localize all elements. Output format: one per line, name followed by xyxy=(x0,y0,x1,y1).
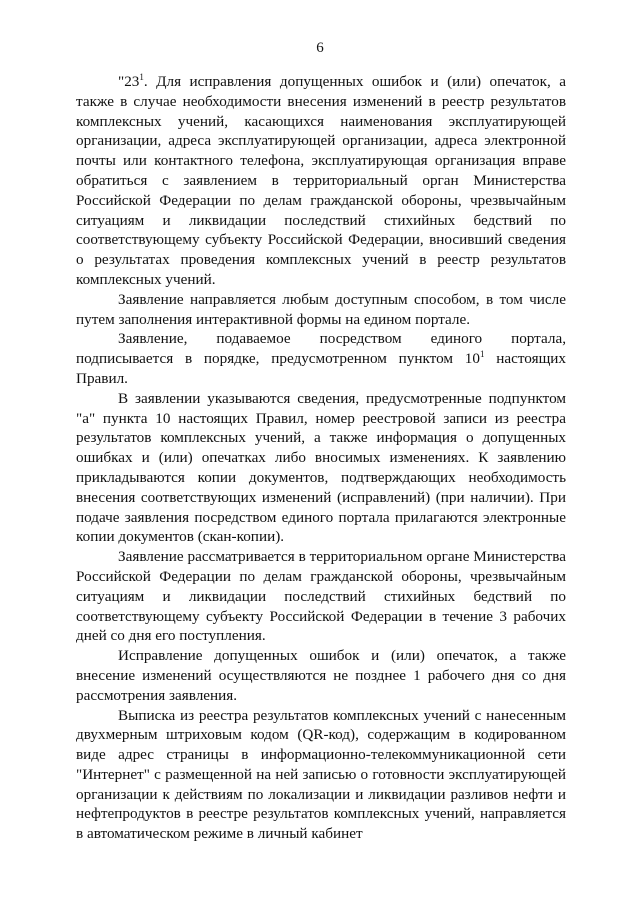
paragraph-text: Заявление рассматривается в территориальном органе Министерства Российской Федерации по делам гражданской обороны, чрезвычайным ситуациям и ликвидации последствий стихийных бедствий по соответствующему субъекту Российской Федерации в течение 3 рабочих дней со дня его поступления. xyxy=(76,548,566,645)
paragraph-text: Выписка из реестра результатов комплексных учений с нанесенным двухмерным штриховым кодом (QR-код), содержащим в кодированном виде адрес страницы в информационно-телекоммуникационной сети "Интернет" с размещенной на ней записью о готовности эксплуатирующей организации к действиям по локализации и ликвидации разливов нефти и нефтепродуктов в реестре результатов комплексных учений, направляется в автоматическом режиме в личный кабинет xyxy=(76,706,566,843)
paragraph-submission-method xyxy=(76,290,566,330)
paragraph-correction-deadline xyxy=(76,646,566,705)
paragraph-text: В заявлении указываются сведения, предусмотренные подпунктом "а" пункта 10 настоящих Правил, номер реестровой записи из реестра результатов комплексных учений, а также информация о допущенных ошибках и (или) опечатках либо вносимых изменениях. К заявлению прикладываются копии документов, подтверждающих необходимость внесения соответствующих изменений (исправлений) (при наличии). При подаче заявления посредством единого портала прилагаются электронные копии документов (скан-копии). xyxy=(76,389,566,546)
paragraph-signature xyxy=(76,329,566,388)
superscript: 1 xyxy=(479,349,485,360)
paragraph-text: . Для исправления допущенных ошибок и (или) опечаток, а также в случае необходимости внесения изменений в реестр результатов комплексных учений, касающихся наименования эксплуатирующей организации, адреса эксплуатирующей организации, адреса электронной почты или контактного телефона, эксплуатирующая организация вправе обратиться с заявлением в территориальный орган Министерства Российской Федерации по делам гражданской обороны, чрезвычайным ситуациям и ликвидации последствий стихийных бедствий по соответствующему субъекту Российской Федерации, вносивший сведения о результатах проведения комплексных учений в реестр результатов комплексных учений. xyxy=(76,73,566,288)
paragraph-text: "23 xyxy=(118,73,140,90)
paragraph-text: Исправление допущенных ошибок и (или) опечаток, а также внесение изменений осуществляются не позднее 1 рабочего дня со дня рассмотрения заявления. xyxy=(76,647,566,704)
paragraph-text: Заявление, подаваемое посредством единого портала, подписывается в порядке, предусмотренном пунктом 10 xyxy=(76,330,566,368)
document-body xyxy=(76,72,566,844)
paragraph-text: настоящих Правил. xyxy=(76,350,566,387)
page-number: 6 xyxy=(316,40,324,56)
paragraph-23-1 xyxy=(76,72,566,290)
paragraph-extract xyxy=(76,706,566,845)
paragraph-text: Заявление направляется любым доступным способом, в том числе путем заполнения интерактивной формы на едином портале. xyxy=(76,290,566,328)
superscript: 1 xyxy=(139,71,144,82)
paragraph-application-content xyxy=(76,389,566,547)
paragraph-review xyxy=(76,547,566,646)
